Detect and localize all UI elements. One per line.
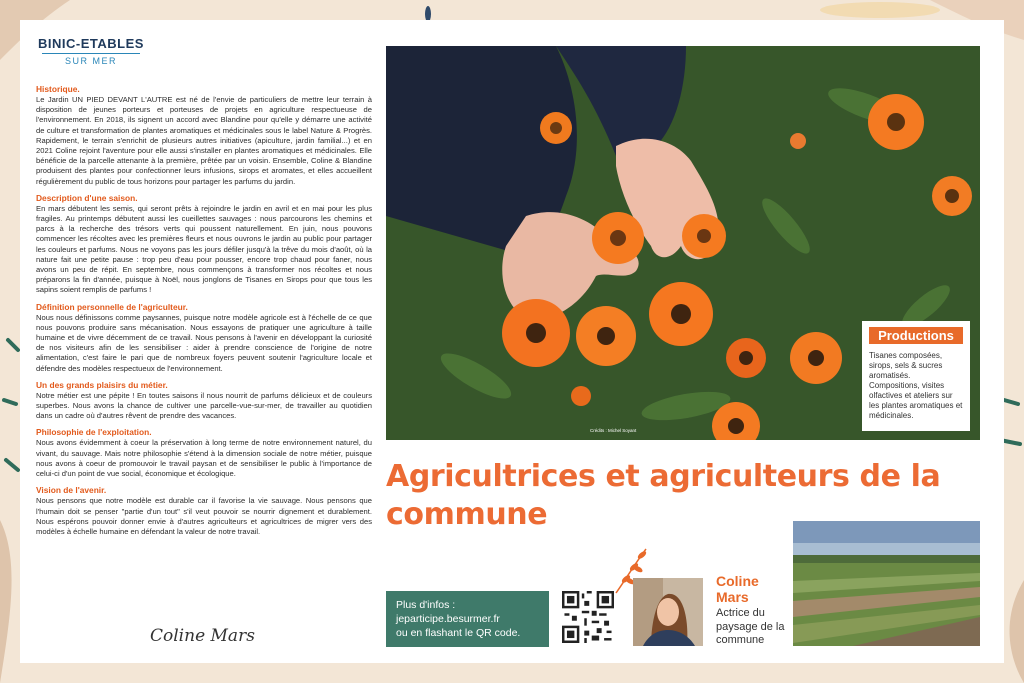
section-body: En mars débutent les semis, qui seront prêts à rejoindre le jardin en avril et en mai pour les plus fragiles. Au printemps débutent aussi les cueillettes sauvages : nous parcourons les chemins et parcs à la recherche des trésors verts qui poussent naturellement. En juin, nous pouvons commencer les récoltes avec les premières fleurs et nous ouvrons le jardin au public pour partager les couleurs et parfums. Nous ne voyons pas les jours défiler jusqu'à la trêve du mois d'août, où la nature fait une petite pause : trop peu d'eau pour pousser, encore trop chaud pour faner, nous avons un peu de répit. En septembre, nous commençons à transformer nos récoltes et nous préparons la fin d'année, puisque à Noël, nous jonglons de Tisanes en Sirops pour que tous les sapins soient remplis de parfums ! <box>36 203 372 295</box>
section-title: Vision de l'avenir. <box>36 485 107 496</box>
section-body: Le Jardin UN PIED DEVANT L'AUTRE est né de l'envie de particuliers de mettre leur terrain à disposition de jeunes porteurs et porteuses de projets en agriculture respectueuse de l'environnement. En 2018, ils signent un accord avec Blandine pour qu'elle y démarre une activité de culture et transformation de plantes aromatiques et médicinales sous le label Nature & Progrès. Rapidement, le terrain s'enrichit de plusieurs autres initiatives (apiculture, jardin familial...) et en 2021 Coline rejoint l'aventure pour elle aussi s'installer en plantes aromatiques et médicinales. Elle bénéficie de la parcelle attenante à la première, prêtée par un voisin. Ensemble, Coline & Blandine produisent des plantes pour confectionner leurs infusions, sirops et aromates, et elles accueillent régulièrement du public de tous horizons pour partager les parfums du jardin. <box>36 95 372 186</box>
section-title: Description d'une saison. <box>36 192 138 203</box>
person-role: Actrice du paysage de la commune <box>716 607 785 646</box>
qr-code-icon[interactable] <box>562 591 614 643</box>
section-title: Philosophie de l'exploitation. <box>36 427 152 438</box>
section-vision <box>36 485 372 537</box>
info-line-3: ou en flashant le QR code. <box>396 627 521 639</box>
section-history <box>36 84 372 187</box>
logo <box>36 36 146 66</box>
logo-divider <box>42 53 140 54</box>
productions-box <box>862 321 970 431</box>
page-title: Agricultrices et agriculteurs de la commune <box>386 459 941 532</box>
section-pleasure <box>36 380 372 422</box>
productions-title: Productions <box>869 327 963 344</box>
signature: Coline Mars <box>150 626 255 646</box>
section-philosophy <box>36 427 372 479</box>
section-season <box>36 193 372 296</box>
text-column <box>36 84 372 543</box>
section-title: Un des grands plaisirs du métier. <box>36 379 168 390</box>
photo-credit: Crédits : Michel Soyant <box>590 428 637 433</box>
person-name: Coline Mars <box>716 573 759 605</box>
section-body: Nous pensons que notre modèle est durable car il favorise la vie sauvage. Nous pensons que l'humain doit se penser "partie d'un tout" s'il veut pouvoir se nourrir dignement et durablement. Nous espérons pouvoir donner envie à d'autres agriculteurs et agricultrices de migrer vers des modèles à échelle humaine en défendant la valeur de notre travail. <box>36 496 372 536</box>
logo-top-text: BINIC-ETABLES <box>38 36 144 51</box>
info-line-1: Plus d'infos : <box>396 599 456 611</box>
portrait-photo <box>633 578 703 646</box>
field-photo <box>793 521 980 646</box>
productions-text: Tisanes composées, sirops, sels & sucres aromatisés. Compositions, visites olfactives et ateliers sur les plantes aromatiques et médicinales. <box>869 351 963 420</box>
section-body: Nous avons évidemment à coeur la préservation à long terme de notre environnement naturel, du vivant, du sauvage. Mais notre philosophie s'étend à la dimension sociale de notre métier, puisque nous avons à coeur de promouvoir le travail paysan et de sensibiliser le public à l'importance de celui-ci d'un point de vue social, économique et écologique. <box>36 438 372 479</box>
section-body: Notre métier est une pépite ! En toutes saisons il nous nourrit de parfums délicieux et de couleurs superbes. Nous avons la chance de cultiver une parcelle-vue-sur-mer, de travailler au quotidien dans un cadre où d'autres rêvent de prendre des vacances. <box>36 390 372 421</box>
section-body: Nous nous définissons comme paysannes, puisque notre modèle agricole est à l'échelle de ce que nous pouvons produire sans mécanisation. Nous essayons de pratiquer une agriculture à taille humaine et de vivre décemment de ce travail. Nous pensons à l'avenir en développant la curiosité de nos visiteurs afin de les sensibiliser : aider à prendre conscience de l'origine de notre alimentation, c'est faire le pari que de nombreux foyers peuvent soutenir l'agriculture locale et défendre des modèles respectueux de l'environnement. <box>36 312 372 373</box>
logo-bottom-text: SUR MER <box>64 56 117 66</box>
section-title: Historique. <box>36 84 80 94</box>
more-info-box <box>386 591 549 647</box>
section-definition <box>36 302 372 374</box>
section-title: Définition personnelle de l'agriculteur. <box>36 301 188 312</box>
info-line-2[interactable]: jeparticipe.besurmer.fr <box>396 613 500 625</box>
